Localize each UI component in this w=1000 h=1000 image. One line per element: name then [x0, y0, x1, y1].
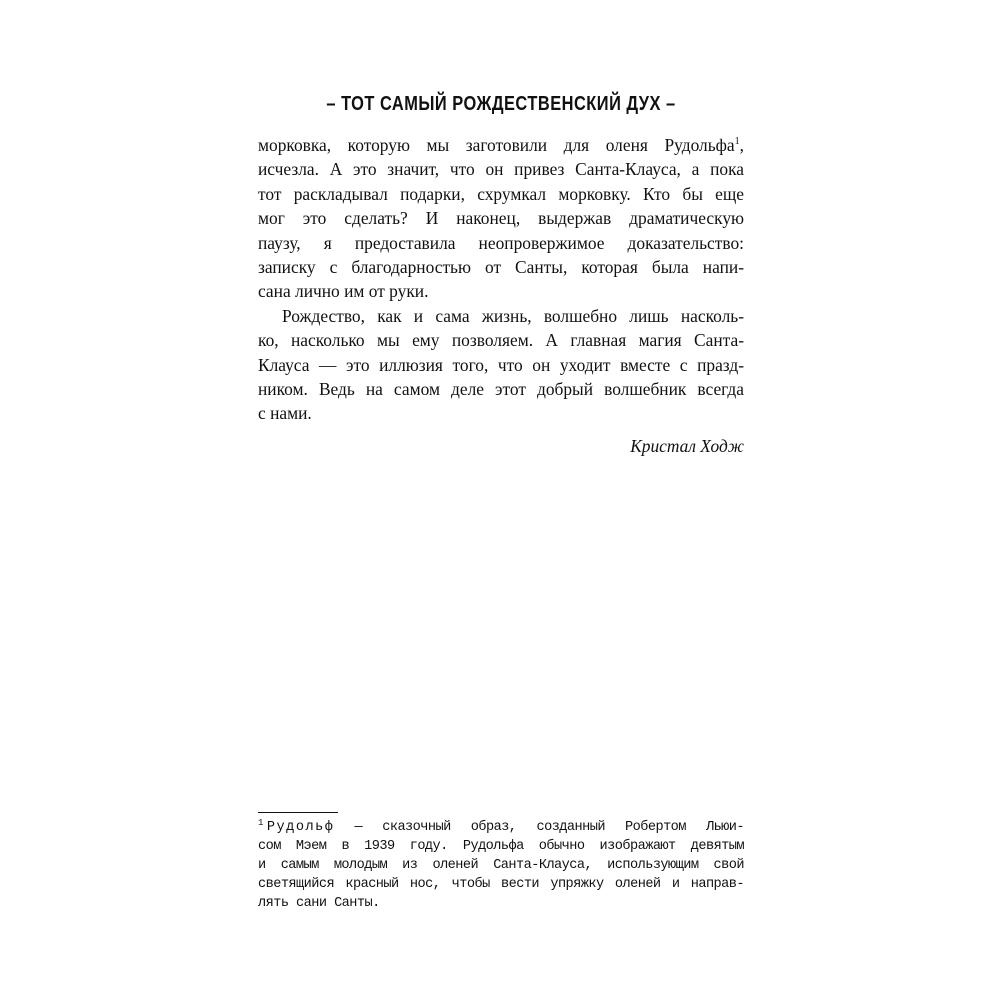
text-line: с нами.: [258, 403, 312, 424]
paragraph-1: [258, 133, 744, 304]
paragraph-2: [258, 304, 744, 426]
footnote-reference[interactable]: 1: [734, 136, 740, 147]
footnote-marker: 1: [258, 818, 263, 828]
text-line: ником. Ведь на самом деле этот добрый волшебник всегда: [258, 379, 744, 400]
footnote-line: светящийся красный нос, чтобы вести упряжку оленей и направ-: [258, 877, 744, 892]
running-head: – ТОТ САМЫЙ РОЖДЕСТВЕНСКИЙ ДУХ –: [326, 93, 676, 115]
footnote-term: Рудольф: [266, 820, 335, 835]
footnote-line: [258, 818, 744, 837]
text-line: записку с благодарностью от Санты, которая была напи-: [258, 257, 744, 278]
footnote-line: лять сани Санты.: [258, 896, 380, 911]
text-line: Рождество, как и сама жизнь, волшебно лишь насколь-: [282, 305, 744, 326]
footnote: [258, 818, 744, 913]
text-line: сана лично им от руки.: [258, 281, 429, 302]
footnote-divider: [258, 812, 338, 813]
text-line: ко, насколько мы ему позволяем. А главная магия Санта-: [258, 330, 744, 351]
text-line: мог это сделать? И наконец, выдержав драматическую: [258, 208, 744, 229]
footnote-line: и самым молодым из оленей Санта-Клауса, использующим свой: [258, 858, 744, 873]
text-line: паузу, я предоставила неопровержимое доказательство:: [258, 232, 744, 253]
text-line: исчезла. А это значит, что он привез Санта-Клауса, а пока: [258, 159, 744, 180]
text-line: морковка, которую мы заготовили для оленя Рудольфа$^1$,: [258, 135, 744, 155]
body-text: [258, 133, 744, 426]
footnote-line-content: — сказочный образ, созданный Робертом Льюи-: [334, 820, 744, 835]
text-line: тот раскладывал подарки, схрумкал морковку. Кто бы еще: [258, 183, 744, 204]
author-signature: Кристал Ходж: [630, 436, 744, 456]
footnote-line: сом Мэем в 1939 году. Рудольфа обычно изображают девятым: [258, 839, 744, 854]
text-line: Клауса — это иллюзия того, что он уходит вместе с празд-: [258, 354, 744, 375]
text-line-content: морковка, которую мы заготовили для оленя Рудольфа: [258, 135, 735, 155]
